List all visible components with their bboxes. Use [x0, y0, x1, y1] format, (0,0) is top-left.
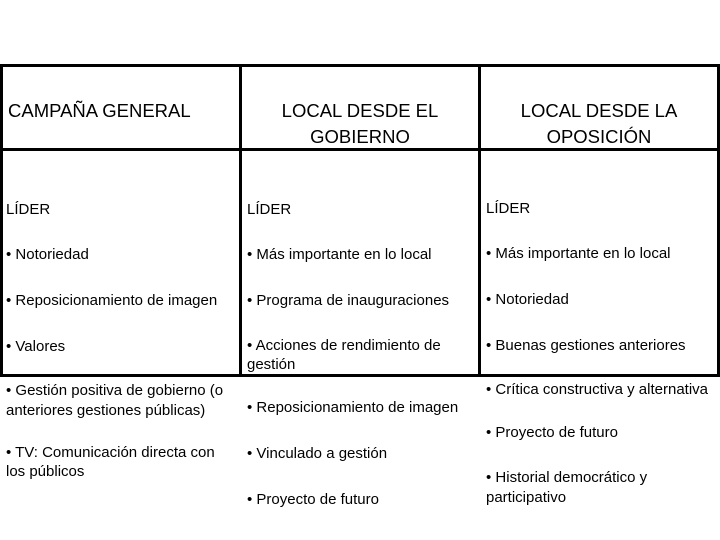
list-item: • Vinculado a gestión [247, 444, 388, 462]
comparison-table [0, 64, 720, 508]
list-item: • Más importante en lo local [247, 246, 432, 264]
header-campana-general [8, 98, 236, 124]
header-text: LOCAL DESDE LA OPOSICIÓN [520, 100, 678, 147]
table-border-top [0, 64, 720, 67]
list-item: • Notoriedad [486, 290, 569, 308]
header-text: LOCAL DESDE EL GOBIERNO [281, 100, 439, 147]
list-item: • Proyecto de futuro [486, 424, 618, 442]
list-item: • Crítica constructiva y alternativa [486, 381, 708, 399]
list-item: • Historial democrático y participativo [486, 469, 648, 506]
list-item: • Buenas gestiones anteriores [486, 336, 686, 354]
list-item: • TV: Comunicación directa con los públicos [6, 443, 215, 481]
list-item: • Notoriedad [6, 246, 89, 264]
list-item: • Proyecto de futuro [247, 490, 379, 508]
header-text: CAMPAÑA GENERAL [8, 100, 191, 121]
column-campana-general-body [6, 176, 238, 505]
list-item: • Gestión positiva de gobierno (o anteriores gestiones públicas) [6, 382, 224, 419]
table-border-left [0, 64, 3, 377]
list-item: • Reposicionamiento de imagen [6, 291, 218, 309]
leader-label: LÍDER [6, 200, 51, 218]
list-item: • Valores [6, 337, 66, 355]
column-local-gobierno-body [247, 176, 477, 534]
header-local-gobierno [242, 98, 478, 150]
leader-label: LÍDER [247, 200, 292, 218]
list-item: • Acciones de rendimiento de gestión [247, 336, 441, 374]
list-item: • Programa de inauguraciones [247, 291, 450, 309]
list-item: • Reposicionamiento de imagen [247, 399, 459, 417]
column-local-oposicion-body [486, 175, 716, 530]
list-item: • Más importante en lo local [486, 245, 671, 263]
header-local-oposicion [481, 98, 717, 150]
leader-label: LÍDER [486, 199, 531, 217]
